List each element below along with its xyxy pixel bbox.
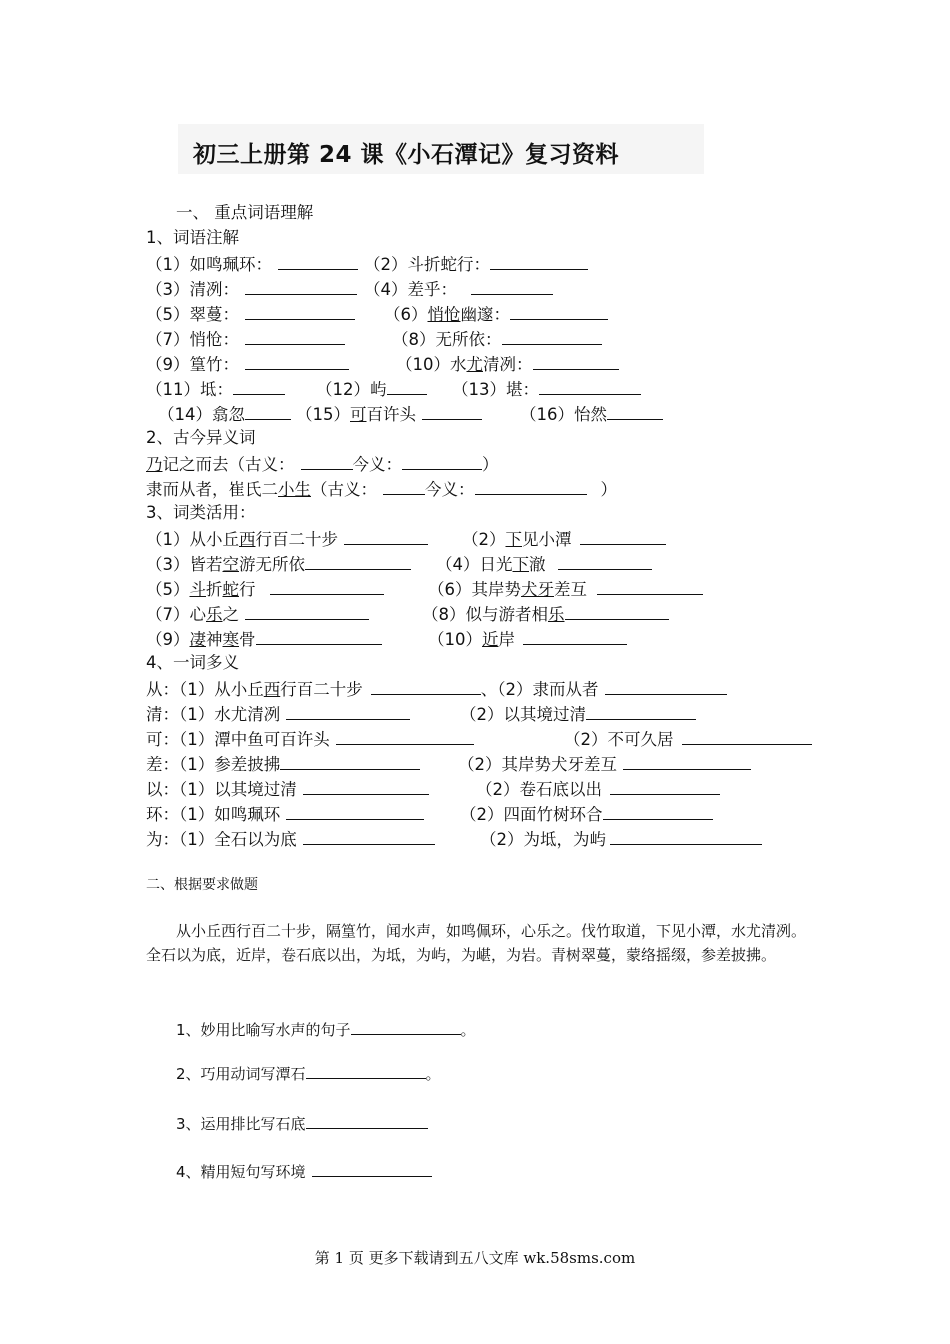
item-text: （4）日光 <box>436 555 513 574</box>
text-segment <box>476 777 720 801</box>
item-text: 见小潭 <box>522 530 572 549</box>
underlined-word: 西 <box>263 680 281 699</box>
item-text: 百许头 <box>366 405 416 424</box>
passage: 从小丘西行百二十步，隔篁竹，闻水声，如鸣佩环，心乐之。伐竹取道，下见小潭，水尤清冽。全石以为底，近岸，卷石底以出，为坻，为屿，为嵁，为岩。青树翠蔓，蒙络摇缀，参差披拂。 <box>146 922 807 964</box>
text-segment <box>146 352 349 376</box>
answer-blank <box>336 727 474 745</box>
gujin-row <box>146 452 499 476</box>
item-text: 澈 <box>529 555 546 574</box>
answer-blank <box>475 477 587 495</box>
text-segment <box>146 827 435 851</box>
text-segment <box>146 252 358 276</box>
question-text: 2、巧用动词写潭石 <box>176 1065 306 1083</box>
text-segment <box>520 402 663 426</box>
item-text: 行百二十步 <box>255 530 338 549</box>
underlined-word: 西 <box>239 530 256 549</box>
item-text: （10） <box>428 630 482 649</box>
underlined-word: 近 <box>482 630 499 649</box>
item-text: （5） <box>146 580 190 599</box>
item-text: （2）其岸势犬牙差互 <box>458 755 617 774</box>
gujin-row <box>146 477 617 501</box>
text-segment <box>146 552 411 576</box>
text-segment <box>146 777 429 801</box>
answer-blank <box>371 677 481 695</box>
answer-blank <box>607 402 663 420</box>
text-segment <box>146 802 424 826</box>
item-text: 为：（1）全石以为底 <box>146 830 297 849</box>
item-text: 隶而从者，崔氏二 <box>146 480 278 499</box>
text-segment <box>384 302 608 326</box>
answer-blank <box>344 527 428 545</box>
text-segment <box>364 252 588 276</box>
answer-blank <box>286 802 424 820</box>
question-text: 3、运用排比写石底 <box>176 1115 306 1133</box>
answer-blank <box>580 527 666 545</box>
answer-blank <box>533 352 619 370</box>
text-segment <box>460 702 696 726</box>
item-text: 今义： <box>425 480 475 499</box>
answer-blank <box>510 302 608 320</box>
text-segment <box>422 602 669 626</box>
text-segment <box>392 327 602 351</box>
underlined-word: 小生 <box>278 480 311 499</box>
text-segment <box>458 752 751 776</box>
item-text: （11）坻： <box>146 380 233 399</box>
item-text: （2）不可久居 <box>564 730 674 749</box>
item-text: 之 <box>222 605 239 624</box>
item-text: （1）从小丘 <box>146 530 239 549</box>
item-text: 幽邃： <box>460 305 510 324</box>
item-text: （2） <box>462 530 506 549</box>
item-text: （9） <box>146 630 190 649</box>
answer-blank <box>280 752 420 770</box>
item-text: （7）悄怆： <box>146 330 239 349</box>
text-segment <box>436 552 652 576</box>
item-text: 神 <box>206 630 223 649</box>
question-row <box>176 1017 476 1040</box>
underlined-word: 寒 <box>222 630 239 649</box>
answer-blank <box>605 677 727 695</box>
answer-blank <box>682 727 812 745</box>
underlined-word: 空 <box>222 555 239 574</box>
sub3-heading: 3、词类活用： <box>146 503 256 522</box>
answer-blank <box>586 702 696 720</box>
answer-blank <box>603 802 713 820</box>
underlined-word: 乐 <box>206 605 223 624</box>
item-text: （3）皆若 <box>146 555 223 574</box>
answer-blank <box>490 252 588 270</box>
question-text: 。 <box>460 1021 476 1039</box>
page-title: 初三上册第 24 课《小石潭记》复习资料 <box>193 142 620 168</box>
item-text: （3）清冽： <box>146 280 239 299</box>
answer-blank <box>245 402 291 420</box>
answer-blank <box>558 552 652 570</box>
sub2-heading: 2、古今异义词 <box>146 428 256 447</box>
item-text: ） <box>600 480 617 499</box>
answer-blank <box>539 377 641 395</box>
text-segment <box>462 527 666 551</box>
item-text: （10）水 <box>396 355 467 374</box>
underlined-word: 凄 <box>189 630 206 649</box>
question-row <box>176 1159 432 1182</box>
item-text: （8）似与游者相 <box>422 605 548 624</box>
answer-blank <box>233 377 285 395</box>
item-text: （5）翠蔓： <box>146 305 239 324</box>
answer-blank <box>312 1159 432 1177</box>
text-segment <box>316 377 427 401</box>
item-text: （12）屿 <box>316 380 387 399</box>
text-segment <box>146 527 428 551</box>
answer-blank <box>402 452 482 470</box>
item-text: （2）为坻，为屿 <box>480 830 606 849</box>
answer-blank <box>305 552 411 570</box>
question-text: 1、妙用比喻写水声的句子 <box>176 1021 351 1039</box>
item-text: 可：（1）潭中鱼可百许头 <box>146 730 330 749</box>
item-text: 今义： <box>352 455 402 474</box>
item-text: 、（2）隶而从者 <box>480 680 599 699</box>
answer-blank <box>623 752 751 770</box>
underlined-word: 蛇 <box>222 580 239 599</box>
text-segment <box>146 627 382 651</box>
answer-blank <box>422 402 482 420</box>
item-text: 骨 <box>239 630 256 649</box>
item-text: 记之而去（古义： <box>162 455 295 474</box>
answer-blank <box>351 1017 461 1035</box>
section1-heading: 一、 重点词语理解 <box>176 203 314 222</box>
answer-blank <box>387 377 427 395</box>
item-text: 行百二十步 <box>280 680 363 699</box>
text-segment <box>296 402 482 426</box>
item-text: （16）怡然 <box>520 405 607 424</box>
underlined-word: 可 <box>350 405 367 424</box>
item-text: （15） <box>296 405 350 424</box>
answer-blank <box>245 277 357 295</box>
item-text: （2）卷石底以出 <box>476 780 602 799</box>
text-segment <box>146 577 384 601</box>
answer-blank <box>303 777 429 795</box>
text-segment <box>460 802 713 826</box>
underlined-word: 尤 <box>466 355 483 374</box>
item-text: ） <box>482 455 499 474</box>
item-text: 从：（1）从小丘 <box>146 680 264 699</box>
text-segment <box>146 702 410 726</box>
answer-blank <box>245 327 345 345</box>
answer-blank <box>565 602 669 620</box>
answer-blank <box>303 827 435 845</box>
text-segment <box>146 752 420 776</box>
text-segment <box>428 577 703 601</box>
text-segment <box>564 727 812 751</box>
underlined-word: 犬牙 <box>521 580 554 599</box>
item-text: （9）篁竹： <box>146 355 239 374</box>
item-text: 差：（1）参差披拂 <box>146 755 281 774</box>
sub4-heading: 4、一词多义 <box>146 653 239 672</box>
underlined-word: 斗 <box>189 580 206 599</box>
underlined-word: 下 <box>512 555 529 574</box>
item-text: 岸 <box>498 630 515 649</box>
answer-blank <box>471 277 553 295</box>
answer-blank <box>610 777 720 795</box>
item-text: 游无所依 <box>239 555 305 574</box>
text-segment <box>146 277 357 301</box>
text-segment <box>480 827 762 851</box>
text-segment <box>146 302 355 326</box>
underlined-word: 乃 <box>146 455 163 474</box>
item-text: 折 <box>206 580 223 599</box>
answer-blank <box>245 352 349 370</box>
text-segment <box>146 602 369 626</box>
answer-blank <box>597 577 703 595</box>
text-segment <box>146 327 345 351</box>
answer-blank <box>256 627 382 645</box>
answer-blank <box>286 702 410 720</box>
text-segment <box>158 402 291 426</box>
item-text: （6）其岸势 <box>428 580 521 599</box>
item-text: （14）翕忽 <box>158 405 245 424</box>
item-text: （古义： <box>311 480 377 499</box>
answer-blank <box>301 452 353 470</box>
section2-heading: 二、根据要求做题 <box>146 877 258 893</box>
answer-blank <box>306 1111 428 1129</box>
item-text: 差互 <box>554 580 587 599</box>
item-text: 清冽： <box>483 355 533 374</box>
item-text: 行 <box>239 580 256 599</box>
text-segment <box>428 627 627 651</box>
underlined-word: 乐 <box>548 605 565 624</box>
item-text: （13）堪： <box>452 380 539 399</box>
item-text: （2）斗折蛇行： <box>364 255 490 274</box>
item-text: （2）四面竹树环合 <box>460 805 603 824</box>
text-segment <box>364 277 553 301</box>
answer-blank <box>306 1061 426 1079</box>
answer-blank <box>245 302 355 320</box>
answer-blank <box>383 477 425 495</box>
answer-blank <box>245 602 369 620</box>
item-text: （8）无所依： <box>392 330 502 349</box>
item-text: （2）以其境过清 <box>460 705 586 724</box>
text-segment <box>146 677 727 701</box>
text-segment <box>146 377 285 401</box>
underlined-word: 悄怆 <box>427 305 461 324</box>
text-segment <box>452 377 641 401</box>
underlined-word: 下 <box>505 530 522 549</box>
question-row <box>176 1061 441 1084</box>
answer-blank <box>278 252 358 270</box>
answer-blank <box>502 327 602 345</box>
item-text: 清：（1）水尤清冽 <box>146 705 281 724</box>
item-text: 环：（1）如鸣珮环 <box>146 805 281 824</box>
answer-blank <box>523 627 627 645</box>
answer-blank <box>610 827 762 845</box>
text-segment <box>146 727 474 751</box>
text-segment <box>396 352 619 376</box>
question-row <box>176 1111 428 1134</box>
item-text: （7）心 <box>146 605 206 624</box>
item-text: （1）如鸣珮环： <box>146 255 272 274</box>
question-text: 4、精用短句写环境 <box>176 1163 306 1181</box>
item-text: （6） <box>384 305 428 324</box>
page-footer: 第 1 页 更多下载请到五八文库 wk.58sms.com <box>314 1249 636 1267</box>
answer-blank <box>270 577 384 595</box>
item-text: （4）差乎： <box>364 280 457 299</box>
sub1-heading: 1、词语注解 <box>146 228 239 247</box>
item-text: 以：（1）以其境过清 <box>146 780 297 799</box>
question-text: 。 <box>425 1065 441 1083</box>
